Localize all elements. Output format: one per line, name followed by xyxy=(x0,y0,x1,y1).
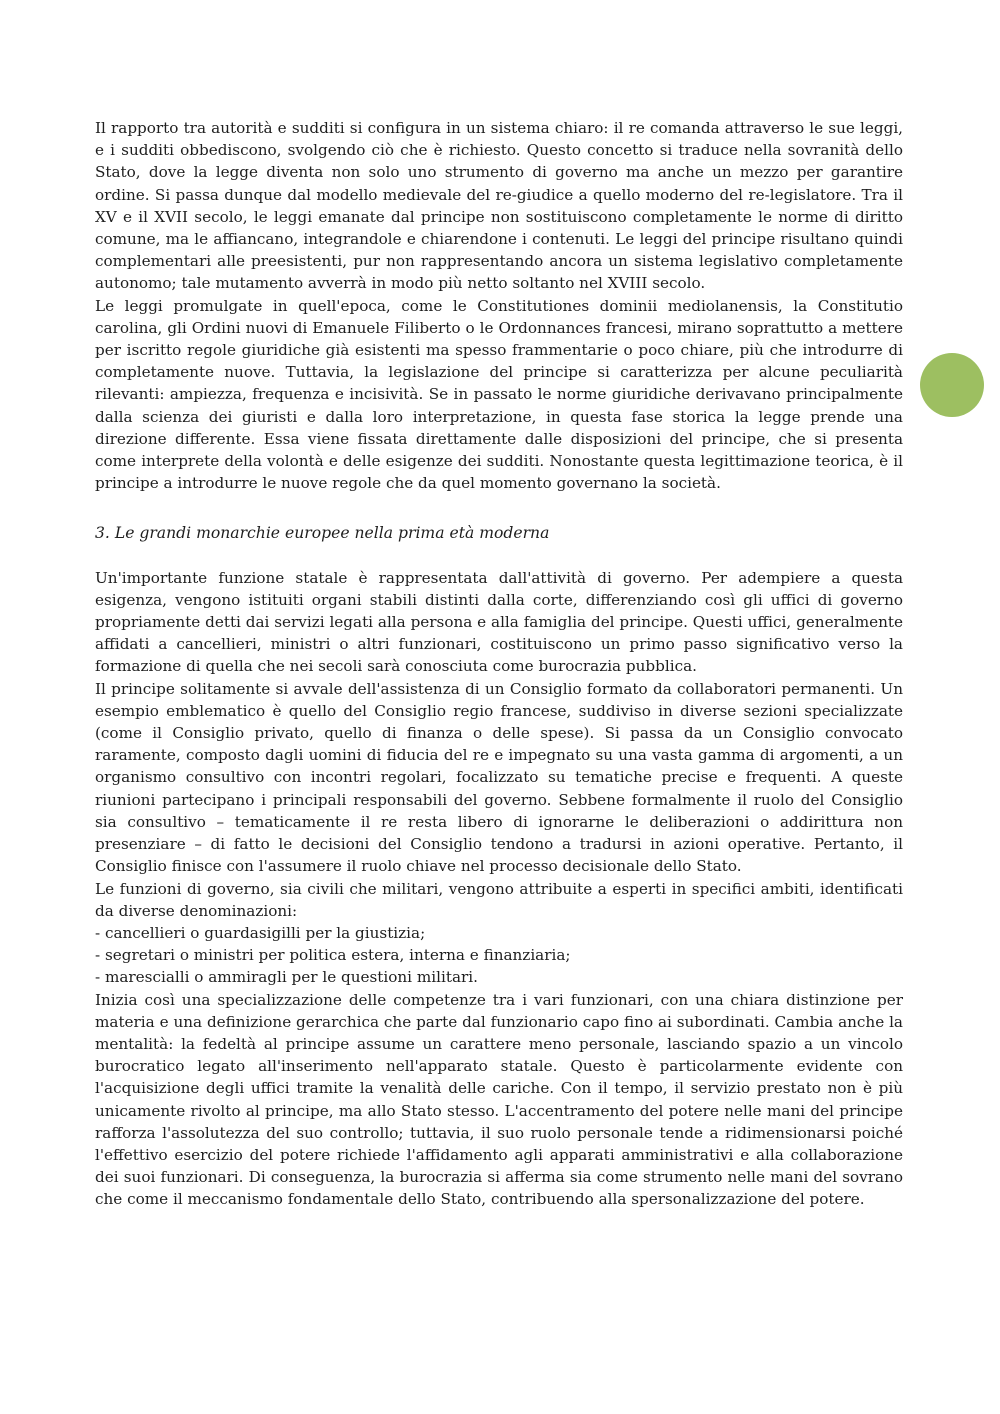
paragraph-promulgated-laws: Le leggi promulgate in quell'epoca, come le Constitutiones dominii mediolanensis, la Constitutio carolina, gli Ordini nuovi di Emanuele Filiberto o le Ordonnances francesi, mirano soprattutto a mettere per iscritto regole giuridiche già esistenti ma spesso frammentarie o poco chiare, più che introdurre di completamente nuove. Tuttavia, la legislazione del principe si caratterizza per alcune peculiarità rilevanti: ampiezza, frequenza e incisività. Se in passato le norme giuridiche derivavano principalmente dalla scienza dei giuristi e dalla loro interpretazione, in questa fase storica la legge prende una direzione differente. Essa viene fissata direttamente dalle disposizioni del principe, che si presenta come interprete della volontà e delle esigenze dei sudditi. Nonostante questa legittimazione teorica, è il principe a introdurre le nuove regole che da quel momento governano la società. xyxy=(95,296,903,493)
document-page xyxy=(95,117,903,1211)
paragraph-government-functions-intro: Le funzioni di governo, sia civili che militari, vengono attribuite a esperti in specifici ambiti, identificati da diverse denominazioni: xyxy=(95,879,903,920)
list-item: - cancellieri o guardasigilli per la giustizia; xyxy=(95,923,426,942)
section-heading: 3. Le grandi monarchie europee nella prima età moderna xyxy=(95,524,550,543)
list-item: - marescialli o ammiragli per le questioni militari. xyxy=(95,968,478,987)
paragraph-council: Il principe solitamente si avvale dell'assistenza di un Consiglio formato da collaboratori permanenti. Un esempio emblematico è quello del Consiglio regio francese, suddiviso in diverse sezioni specializzate (come il Consiglio privato, quello di finanza o delle spese). Si passa da un Consiglio convocato raramente, composto dagli uomini di fiducia del re e impegnato su una vasta gamma di argomenti, a un organismo consultivo con incontri regolari, focalizzato su tematiche precise e frequenti. A queste riunioni partecipano i principali responsabili del governo. Sebbene formalmente il ruolo del Consiglio sia consultivo – tematicamente il re resta libero di ignorarne le deliberazioni o addirittura non presenziare – di fatto le decisioni del Consiglio tendono a tradursi in azioni operative. Pertanto, il Consiglio finisce con l'assumere il ruolo chiave nel processo decisionale dello Stato. xyxy=(95,679,903,876)
paragraph-government-function: Un'importante funzione statale è rappresentata dall'attività di governo. Per adempiere a questa esigenza, vengono istituiti organi stabili distinti dalla corte, differenziando così gli uffici di governo propriamente detti dai servizi legati alla persona e alla famiglia del principe. Questi uffici, generalmente affidati a cancellieri, ministri o altri funzionari, costituiscono un primo passo significativo verso la formazione di quella che nei secoli sarà conosciuta come burocrazia pubblica. xyxy=(95,568,903,676)
paragraph-authority-subjects: Il rapporto tra autorità e sudditi si configura in un sistema chiaro: il re comanda attraverso le sue leggi, e i sudditi obbediscono, svolgendo ciò che è richiesto. Questo concetto si traduce nella sovranità dello Stato, dove la legge diventa non solo uno strumento di governo ma anche un mezzo per garantire ordine. Si passa dunque dal modello medievale del re-giudice a quello moderno del re-legislatore. Tra il XV e il XVII secolo, le leggi emanate dal principe non sostituiscono completamente le norme di diritto comune, ma le affiancano, integrandole e chiarendone i contenuti. Le leggi del principe risultano quindi complementari alle preesistenti, pur non rappresentando ancora un sistema legislativo completamente autonomo; tale mutamento avverrà in modo più netto soltanto nel XVIII secolo. xyxy=(95,119,903,293)
green-circle-marker xyxy=(920,353,984,417)
list-item: - segretari o ministri per politica estera, interna e finanziaria; xyxy=(95,946,571,965)
paragraph-specialization: Inizia così una specializzazione delle competenze tra i vari funzionari, con una chiara distinzione per materia e una definizione gerarchica che parte dal funzionario capo fino ai subordinati. Cambia anche la mentalità: la fedeltà al principe assume un carattere meno personale, lasciando spazio a un vincolo burocratico legato all'inserimento nell'apparato statale. Questo è particolarmente evidente con l'acquisizione degli uffici tramite la venalità delle cariche. Con il tempo, il servizio prestato non è più unicamente rivolto al principe, ma allo Stato stesso. L'accentramento del potere nelle mani del principe rafforza l'assolutezza del suo controllo; tuttavia, il suo ruolo personale tende a ridimensionarsi poiché l'effettivo esercizio del potere richiede l'affidamento agli apparati amministrativi e alla collaborazione dei suoi funzionari. Di conseguenza, la burocrazia si afferma sia come strumento nelle mani del sovrano che come il meccanismo fondamentale dello Stato, contribuendo alla spersonalizzazione del potere. xyxy=(95,990,903,1209)
